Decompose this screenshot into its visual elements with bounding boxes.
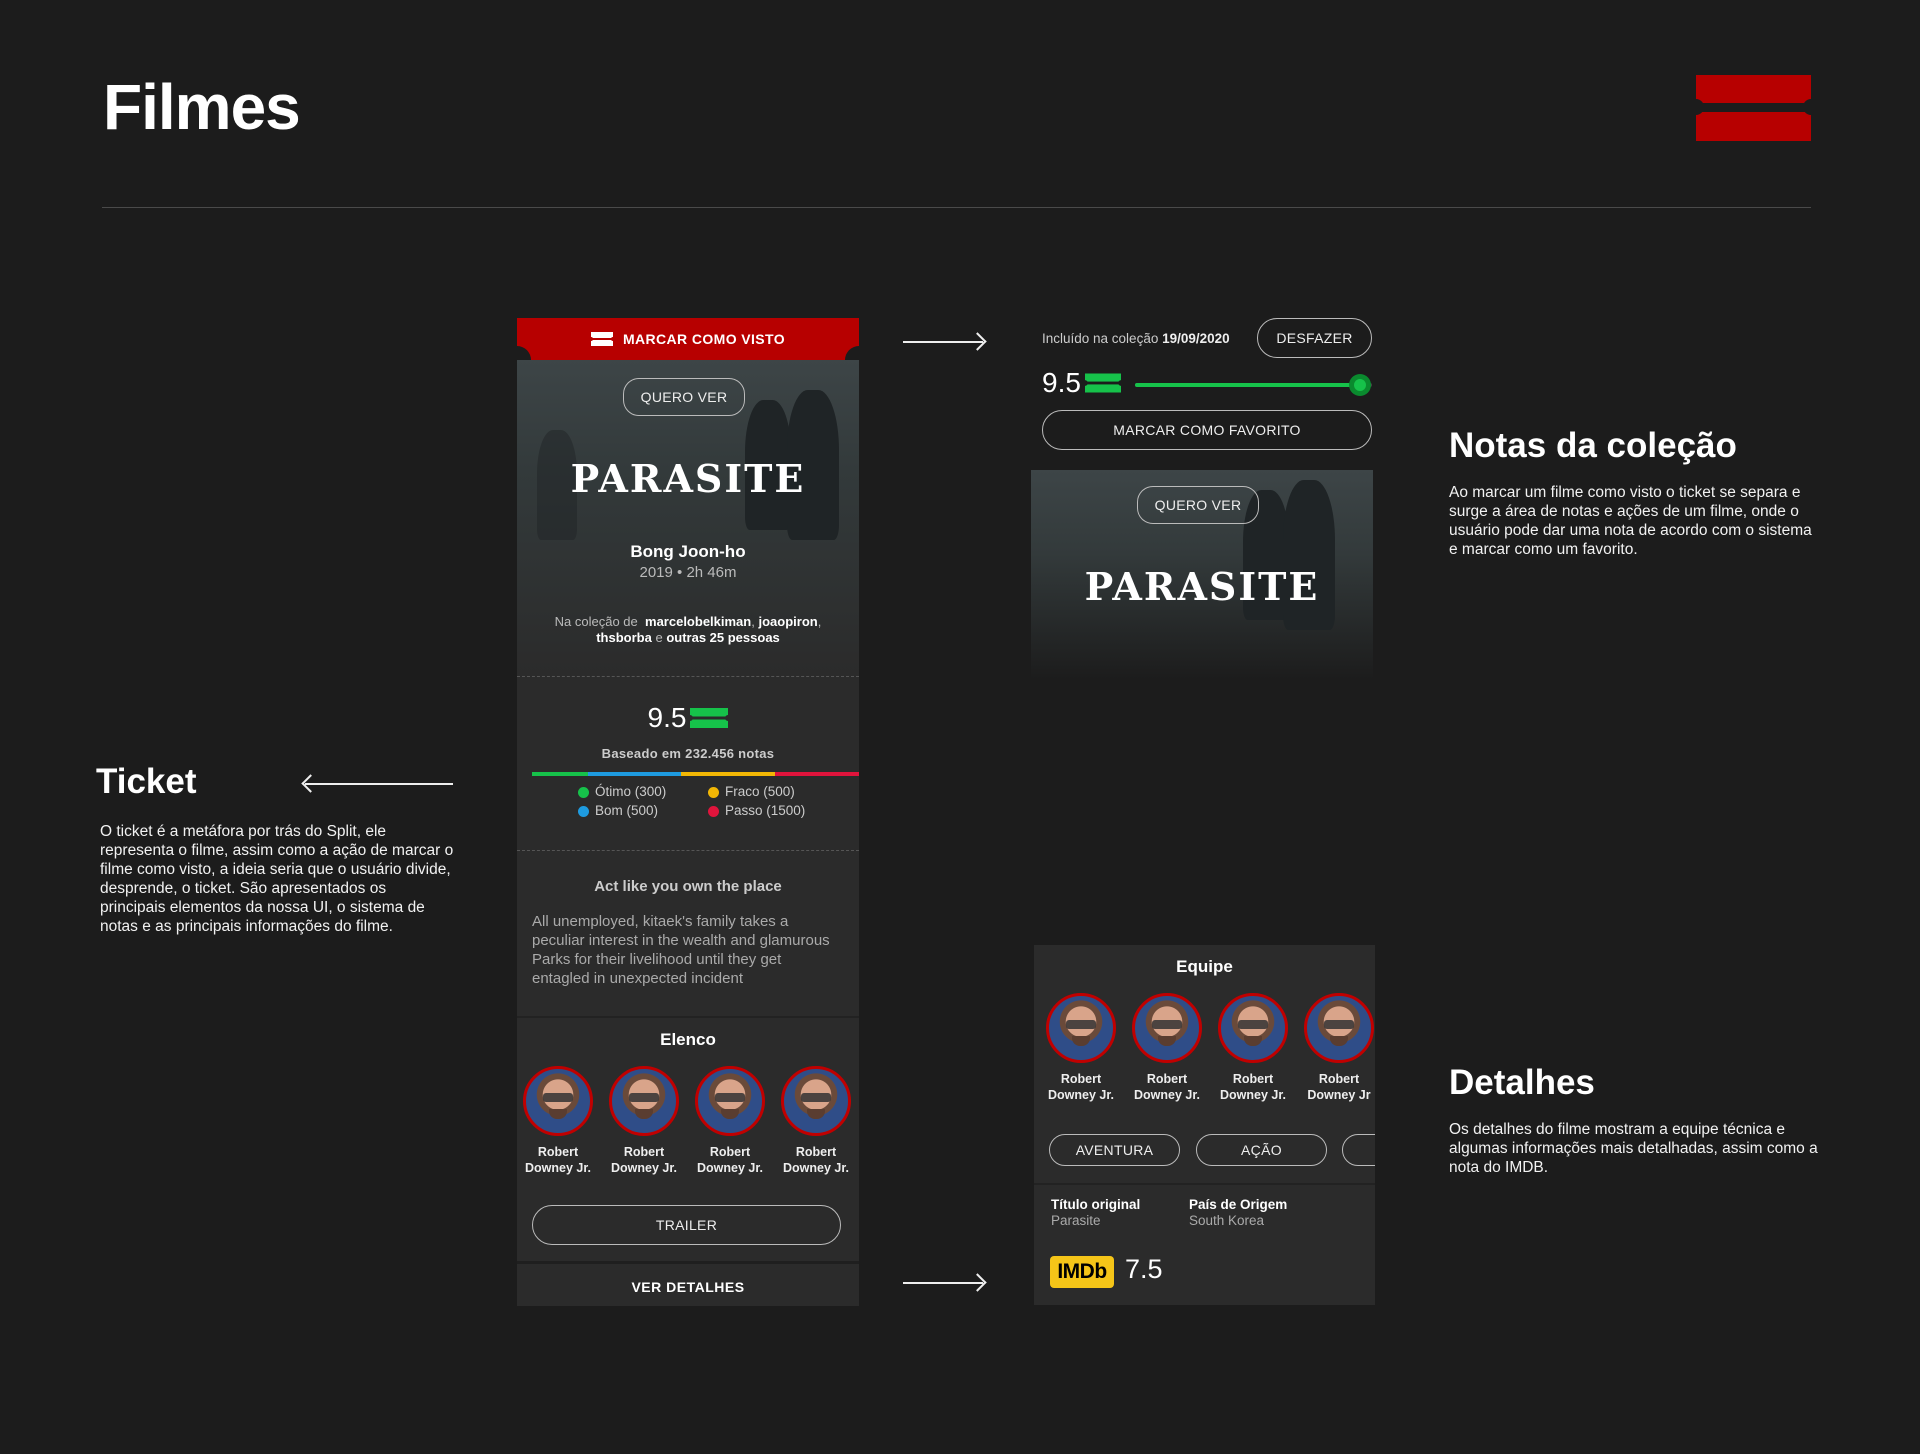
arrow-left-icon xyxy=(305,783,453,785)
collection-user[interactable]: marcelobelkiman xyxy=(645,614,752,629)
mark-seen-button[interactable] xyxy=(517,318,859,360)
details-section-description: Os detalhes do filme mostram a equipe técnica e algumas informações mais detalhadas, assim como a nota do IMDB. xyxy=(1449,1121,1818,1176)
genre-chip-overflow[interactable] xyxy=(1342,1134,1375,1166)
notes-section-title: Notas da coleção xyxy=(1449,426,1737,465)
legend-dot-icon xyxy=(578,806,589,817)
person-first-name: Robert xyxy=(1146,1072,1188,1086)
synopsis: All unemployed, kitaek's family takes a peculiar interest in the wealth and glamurous Parks for their livelihood until they get entagled in unexpected incident xyxy=(532,913,830,987)
person-first-name: Robert xyxy=(709,1145,751,1159)
legend-label: Ótimo (300) xyxy=(595,784,667,799)
legend-label: Bom (500) xyxy=(595,803,659,818)
avatar xyxy=(1218,993,1288,1063)
included-in-collection: Incluído na coleção 19/09/2020 xyxy=(1042,331,1230,346)
legend-dot-icon xyxy=(708,806,719,817)
person-card[interactable] xyxy=(1125,993,1209,1103)
rating-ticket-icon xyxy=(690,708,728,728)
avatar xyxy=(523,1066,593,1136)
person-last-name: Downey Jr xyxy=(1307,1088,1371,1102)
person-first-name: Robert xyxy=(1232,1072,1274,1086)
collection-prefix: Na coleção de xyxy=(554,614,638,629)
rating-bar-segment xyxy=(681,772,775,776)
person-last-name: Downey Jr. xyxy=(697,1161,763,1175)
arrow-right-icon xyxy=(903,341,983,343)
legend-item xyxy=(578,784,708,799)
legend-dot-icon xyxy=(578,787,589,798)
person-card[interactable] xyxy=(1039,993,1123,1103)
rating-value: 9.5 xyxy=(647,702,687,733)
team-title: Equipe xyxy=(1176,957,1233,976)
legend-item xyxy=(578,803,708,818)
original-title-label: Título original xyxy=(1051,1197,1141,1212)
avatar xyxy=(609,1066,679,1136)
brand-ticket-logo-icon xyxy=(1696,75,1811,141)
mark-seen-label: MARCAR COMO VISTO xyxy=(622,331,786,347)
rating-legend xyxy=(578,784,838,818)
country-value: South Korea xyxy=(1189,1213,1265,1228)
want-to-see-button[interactable]: QUERO VER xyxy=(1137,486,1259,524)
movie-meta: 2019 • 2h 46m xyxy=(639,564,737,581)
legend-dot-icon xyxy=(708,787,719,798)
legend-item xyxy=(708,803,838,818)
genre-chip[interactable]: AVENTURA xyxy=(1049,1134,1180,1166)
ticket-icon xyxy=(591,332,613,346)
see-details-button[interactable]: VER DETALHES xyxy=(517,1261,859,1306)
person-card[interactable] xyxy=(1211,993,1295,1103)
avatar xyxy=(1046,993,1116,1063)
ticket-divider xyxy=(517,850,859,851)
imdb-rating: 7.5 xyxy=(1125,1254,1163,1284)
person-card[interactable] xyxy=(1297,993,1375,1103)
country-info xyxy=(1189,1197,1287,1229)
person-last-name: Downey Jr. xyxy=(1048,1088,1114,1102)
notes-section-description: Ao marcar um filme como visto o ticket se separa e surge a área de notas e ações de um filme, onde o usuário pode dar uma nota de acordo com o sistema e marcar como um favorito. xyxy=(1449,484,1812,558)
legend-label: Passo (1500) xyxy=(725,803,806,818)
legend-item xyxy=(708,784,838,799)
person-last-name: Downey Jr. xyxy=(783,1161,849,1175)
collection-info: Na coleção de marcelobelkiman, joaopiron, thsborba e outras 25 pessoas xyxy=(554,614,822,645)
trailer-button[interactable]: TRAILER xyxy=(532,1205,841,1245)
avatar xyxy=(695,1066,765,1136)
details-card xyxy=(1034,945,1375,1305)
original-title-value: Parasite xyxy=(1051,1213,1101,1228)
ticket-card xyxy=(517,318,859,1306)
rating-distribution-bar xyxy=(532,772,859,776)
person-card[interactable] xyxy=(774,1066,858,1176)
included-date: 19/09/2020 xyxy=(1162,331,1230,346)
avatar xyxy=(781,1066,851,1136)
ticket-section-title: Ticket xyxy=(96,762,197,801)
rating-basis: Baseado em 232.456 notas xyxy=(601,746,775,761)
genre-chip[interactable]: AÇÃO xyxy=(1196,1134,1327,1166)
person-card[interactable] xyxy=(602,1066,686,1176)
person-last-name: Downey Jr. xyxy=(611,1161,677,1175)
rating-bar-segment xyxy=(588,772,682,776)
rating-bar-segment xyxy=(775,772,859,776)
mark-favorite-button[interactable]: MARCAR COMO FAVORITO xyxy=(1042,410,1372,450)
rating-slider[interactable] xyxy=(1135,383,1372,387)
person-card[interactable] xyxy=(517,1066,600,1176)
director-name: Bong Joon-ho xyxy=(630,542,746,561)
user-rating xyxy=(1042,367,1121,399)
person-last-name: Downey Jr. xyxy=(1220,1088,1286,1102)
person-first-name: Robert xyxy=(795,1145,837,1159)
collection-user[interactable]: joaopiron xyxy=(758,614,818,629)
undo-button[interactable]: DESFAZER xyxy=(1257,318,1372,358)
person-first-name: Robert xyxy=(1318,1072,1360,1086)
header-divider xyxy=(102,207,1811,208)
cast-title: Elenco xyxy=(660,1030,716,1049)
avatar xyxy=(1304,993,1374,1063)
collection-user[interactable]: thsborba xyxy=(596,630,652,645)
rating-ticket-icon xyxy=(1085,373,1121,393)
average-rating xyxy=(517,702,859,734)
person-card[interactable] xyxy=(688,1066,772,1176)
rating-slider-handle[interactable] xyxy=(1349,374,1371,396)
details-section-title: Detalhes xyxy=(1449,1063,1595,1102)
movie-title: PARASITE xyxy=(570,456,806,501)
legend-label: Fraco (500) xyxy=(725,784,795,799)
country-label: País de Origem xyxy=(1189,1197,1288,1212)
person-first-name: Robert xyxy=(537,1145,579,1159)
person-last-name: Downey Jr. xyxy=(1134,1088,1200,1102)
ticket-section-description: O ticket é a metáfora por trás do Split, ele representa o filme, assim como a ação de marcar o filme como visto, a ideia seria que o usuário divide, desprende, o ticket. São apresentados os principais elementos da nossa UI, o sistema de notas e as principais informações do filme. xyxy=(100,823,454,935)
rating-bar-segment xyxy=(532,772,588,776)
tagline: Act like you own the place xyxy=(594,878,782,895)
page-title: Filmes xyxy=(103,71,300,143)
movie-title: PARASITE xyxy=(1084,564,1320,609)
ticket-divider xyxy=(517,676,859,677)
user-rating-value: 9.5 xyxy=(1042,367,1081,398)
person-last-name: Downey Jr. xyxy=(525,1161,591,1175)
details-divider xyxy=(1034,1183,1375,1185)
arrow-right-icon xyxy=(903,1282,983,1284)
person-first-name: Robert xyxy=(623,1145,665,1159)
imdb-logo-icon: IMDb xyxy=(1050,1256,1114,1288)
want-to-see-button[interactable]: QUERO VER xyxy=(623,378,745,416)
movie-poster xyxy=(1031,470,1373,680)
collection-others-link[interactable]: outras 25 pessoas xyxy=(666,630,780,645)
person-first-name: Robert xyxy=(1060,1072,1102,1086)
ticket-divider xyxy=(517,1016,859,1018)
rating-slider-fill xyxy=(1135,383,1360,387)
avatar xyxy=(1132,993,1202,1063)
original-title-info xyxy=(1051,1197,1140,1229)
